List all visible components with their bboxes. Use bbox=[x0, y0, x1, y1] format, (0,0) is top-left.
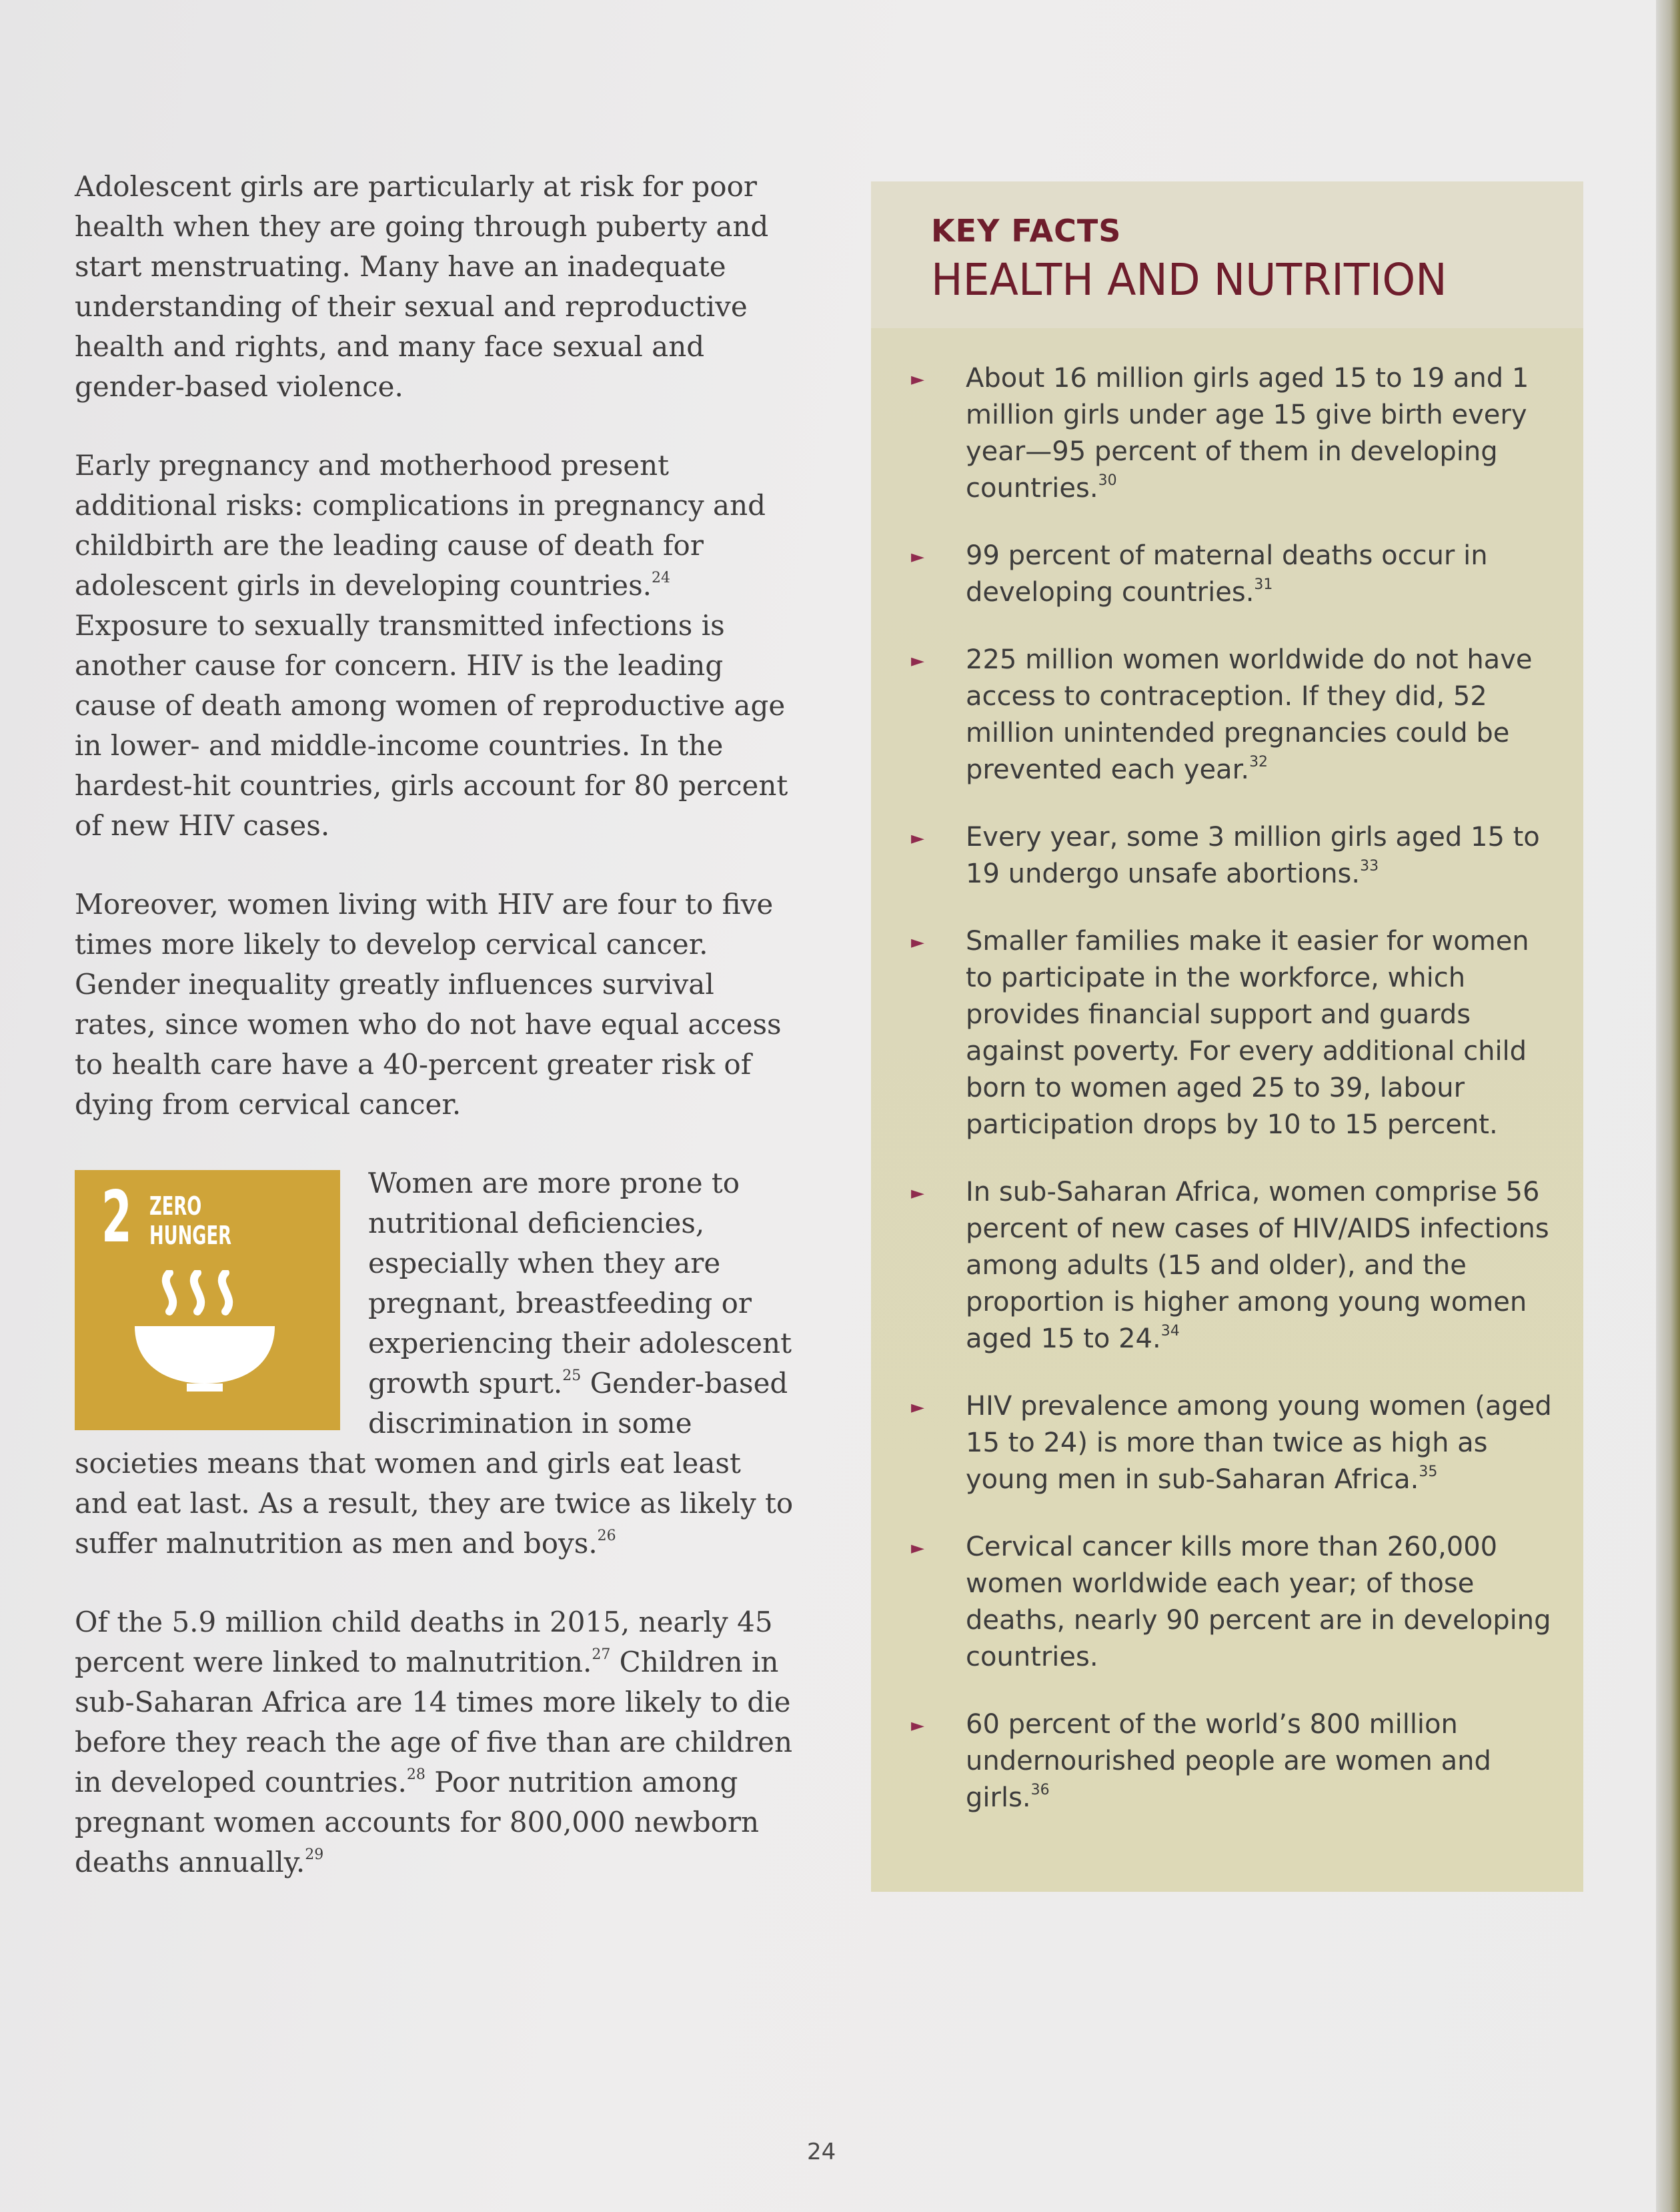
footnote-ref: 24 bbox=[651, 570, 670, 586]
fact-item: ► 60 percent of the world’s 800 million undernourished people are women and girls.$^{36}$ bbox=[911, 1709, 1491, 1813]
paragraph-adolescent-risk: Adolescent girls are particularly at risk for poor health when they are going through puberty and start menstruating. Many have an inadequate understanding of their sexual and reproductive health and rights, and many face sexual and gender-based violence. bbox=[75, 170, 769, 403]
fact-item: ► Every year, some 3 million girls aged 15 to 19 undergo unsafe abortions.$^{33}$ bbox=[911, 822, 1540, 889]
footnote-ref: 30 bbox=[1098, 472, 1117, 489]
footnote-ref: 35 bbox=[1419, 1463, 1438, 1480]
page-edge-shadow bbox=[1656, 0, 1680, 2212]
footnote-ref: 34 bbox=[1160, 1322, 1180, 1339]
footnote-ref: 26 bbox=[597, 1528, 616, 1544]
fact-item: ► 225 million women worldwide do not have access to contraception. If they did, 52 million unintended pregnancies could be prevented each year.$^{32}$ bbox=[911, 644, 1533, 785]
fact-item: ► HIV prevalence among young women (aged 15 to 24) is more than twice as high as young men in sub-Saharan Africa.$^{35}$ bbox=[911, 1391, 1552, 1495]
key-facts-header bbox=[871, 181, 1583, 328]
footnote-ref: 32 bbox=[1249, 753, 1269, 770]
sdg-number: 2 bbox=[101, 1176, 132, 1258]
key-facts-list bbox=[871, 328, 1583, 1816]
fact-item: ► In sub-Saharan Africa, women comprise 56 percent of new cases of HIV/AIDS infections among adults (15 and older), and the proportion is higher among young women aged 15 to 24.34 bbox=[911, 1177, 1549, 1354]
sdg-zero-hunger-tile bbox=[75, 1170, 340, 1430]
bullet-triangle-icon: ► bbox=[911, 1538, 924, 1558]
paragraph-cervical-cancer: Moreover, women living with HIV are four to five times more likely to develop cervical cancer. Gender inequality greatly influences survival rates, since women who do not have equal access to health care have a 40-percent greater risk of dying from cervical cancer. bbox=[75, 888, 782, 1121]
footnote-ref: 33 bbox=[1360, 857, 1379, 875]
fact-item: ► About 16 million girls aged 15 to 19 and 1 million girls under age 15 give birth every year—95 percent of them in developing countries.$^{30}$ bbox=[911, 363, 1529, 504]
footnote-ref: 31 bbox=[1254, 576, 1273, 593]
bullet-triangle-icon: ► bbox=[911, 651, 924, 671]
bullet-triangle-icon: ► bbox=[911, 1398, 924, 1418]
footnote-ref: 28 bbox=[406, 1766, 426, 1783]
paragraph-nutrition-with-sdg: 2 ZERO HUNGER Women are more prone to nutritional deficiencies, especially when they are pregnant, breastfeeding or experiencing their adolescent growth spurt.$^{25}$ Gender-based discrimination in some societies means that women and girls eat least and eat last. As a result, they are twice as likely to suffer malnutrition as men and boys.$^{26}$ bbox=[75, 1167, 794, 1560]
paragraph-early-pregnancy: Early pregnancy and motherhood present additional risks: complications in pregnancy and childbirth are the leading cause of death for adolescent girls in developing countries.$^{24}$ Exposure to sexually transmitted infections is another cause for concern. HIV is the leading cause of death among women of reproductive age in lower- and middle-income countries. In the hardest-hit countries, girls account for 80 percent of new HIV cases. bbox=[75, 449, 788, 842]
paragraph-child-deaths: Of the 5.9 million child deaths in 2015, nearly 45 percent were linked to malnutrition.$^{27}$ Children in sub-Saharan Africa are 14 times more likely to die before they reach the age of five than are children in developed countries.$^{28}$ Poor nutrition among pregnant women accounts for 800,000 newborn deaths annually.$^{29}$ bbox=[75, 1606, 793, 1878]
bullet-triangle-icon: ► bbox=[911, 370, 924, 390]
key-facts-title: HEALTH AND NUTRITION bbox=[931, 254, 1447, 306]
bullet-triangle-icon: ► bbox=[911, 933, 924, 953]
page-number: 24 bbox=[807, 2139, 836, 2165]
fact-item: ► Cervical cancer kills more than 260,000 women worldwide each year; of those deaths, nearly 90 percent are in developing countries. bbox=[911, 1532, 1551, 1672]
fact-item: ► Smaller families make it easier for women to participate in the workforce, which provides financial support and guards against poverty. For every additional child born to women aged 25 to 39, labour participation drops by 10 to 15 percent. bbox=[911, 926, 1529, 1140]
main-text-column bbox=[75, 167, 795, 1921]
footnote-ref: 27 bbox=[592, 1646, 611, 1663]
bowl-steam-icon bbox=[128, 1270, 288, 1404]
key-facts-kicker: KEY FACTS bbox=[931, 213, 1122, 249]
footnote-ref: 29 bbox=[305, 1846, 324, 1863]
bullet-triangle-icon: ► bbox=[911, 547, 924, 567]
key-facts-panel bbox=[871, 181, 1583, 1892]
sdg-label: ZERO HUNGER bbox=[149, 1191, 231, 1250]
fact-item: ► 99 percent of maternal deaths occur in developing countries.$^{31}$ bbox=[911, 540, 1488, 608]
bullet-triangle-icon: ► bbox=[911, 1183, 924, 1203]
bullet-triangle-icon: ► bbox=[911, 828, 924, 849]
bullet-triangle-icon: ► bbox=[911, 1716, 924, 1736]
footnote-ref: 25 bbox=[562, 1367, 582, 1384]
footnote-ref: 36 bbox=[1030, 1781, 1050, 1798]
